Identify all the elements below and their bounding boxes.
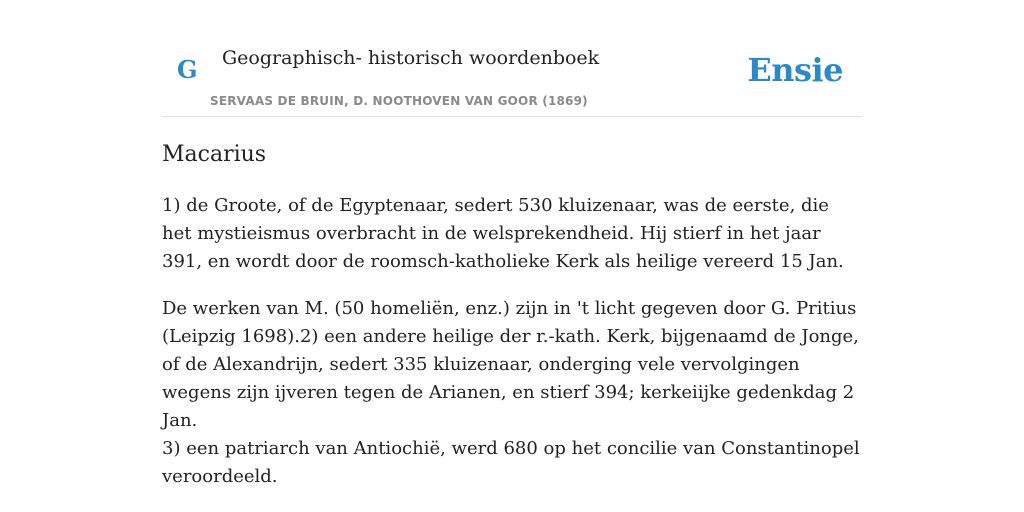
book-logo-letter[interactable]: G <box>177 55 198 84</box>
book-header <box>162 0 862 117</box>
entry-paragraph-2: De werken van M. (50 homeliën, enz.) zijn in 't licht gegeven door G. Pritius (Leipzig 1698).2) een andere heilige der r.-kath. Kerk, bijgenaamd de Jonge, of de Alexandrijn, sedert 335 kluizenaar, onderging vele vervolgingen wegens zijn ijveren tegen de Arianen, en stierf 394; kerkeiijke gedenkdag 2 Jan. <box>162 298 859 431</box>
entry-paragraph-3: 3) een patriarch van Antiochië, werd 680 op het concilie van Constantinopel veroordeeld. <box>162 438 860 487</box>
ensie-logo[interactable]: Ensie <box>747 51 843 89</box>
entry-body <box>162 192 862 491</box>
entry-title: Macarius <box>162 142 267 167</box>
entry-paragraph-1: 1) de Groote, of de Egyptenaar, sedert 530 kluizenaar, was de eerste, die het mystieismus overbracht in de welsprekendheid. Hij stierf in het jaar 391, en wordt door de roomsch-katholieke Kerk als heilige vereerd 15 Jan. <box>162 195 844 272</box>
book-title-link[interactable]: Geographisch- historisch woordenboek <box>222 47 600 69</box>
book-authors-year: SERVAAS DE BRUIN, D. NOOTHOVEN VAN GOOR (1869) <box>210 94 588 108</box>
